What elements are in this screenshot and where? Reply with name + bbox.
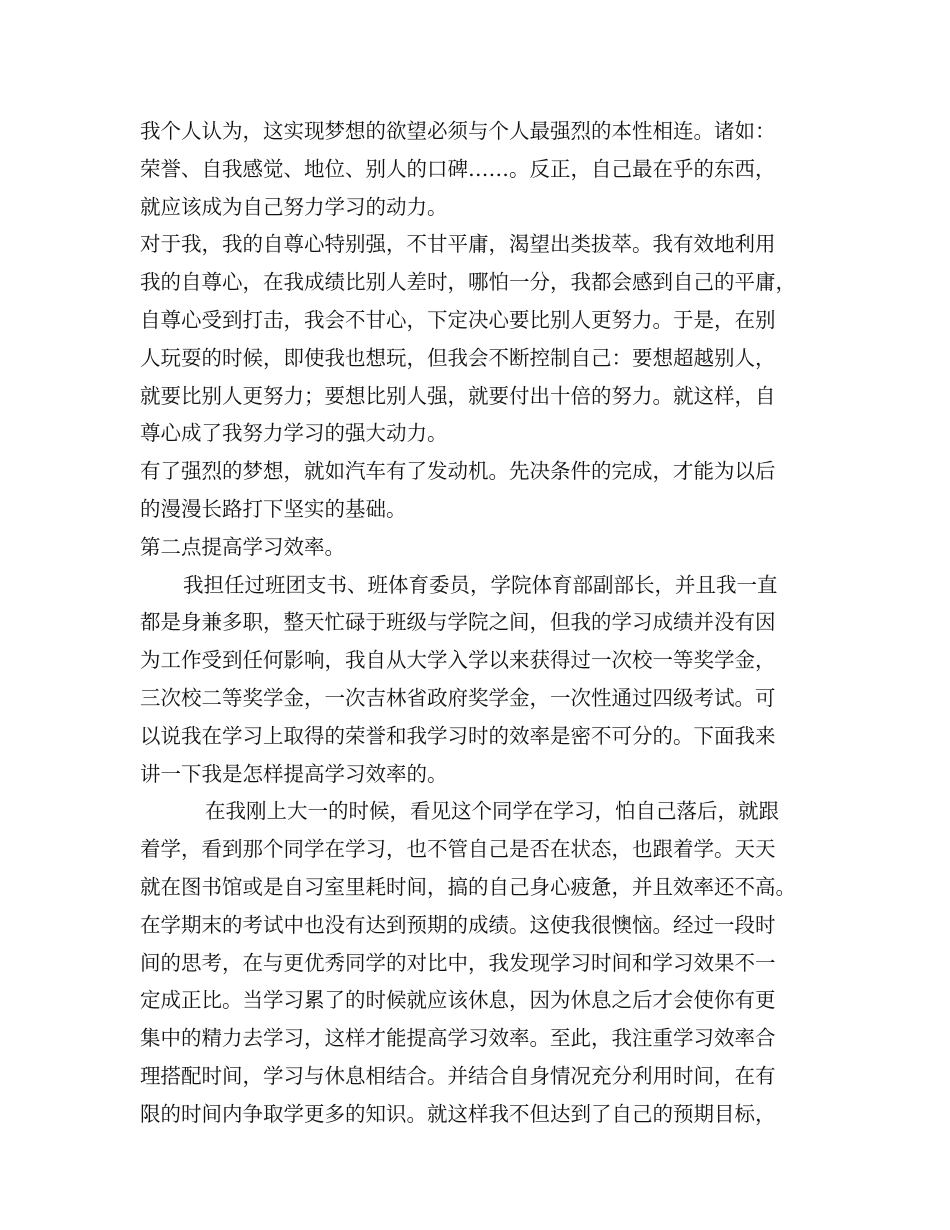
text-line: 着学，看到那个同学在学习，也不管自己是否在状态，也跟着学。天天 — [140, 837, 776, 862]
text-line: 的漫漫长路打下坚实的基础。 — [140, 496, 407, 521]
text-line: 就在图书馆或是自习室里耗时间，搞的自己身心疲惫，并且效率还不高。 — [140, 874, 796, 899]
text-line: 自尊心受到打击，我会不甘心，下定决心要比别人更努力。于是，在别 — [140, 307, 776, 332]
text-line: 我担任过班团支书、班体育委员，学院体育部副部长，并且我一直 — [183, 572, 778, 597]
text-line: 在我刚上大一的时候，看见这个同学在学习，怕自己落后，就跟 — [205, 799, 779, 824]
text-line: 限的时间内争取学更多的知识。就这样我不但达到了自己的预期目标， — [140, 1101, 776, 1126]
text-line: 就要比别人更努力；要想比别人强，就要付出十倍的努力。就这样，自 — [140, 383, 776, 408]
text-line: 以说我在学习上取得的荣誉和我学习时的效率是密不可分的。下面我来 — [140, 723, 776, 748]
text-line: 就应该成为自己努力学习的动力。 — [140, 194, 448, 219]
text-line: 荣誉、自我感觉、地位、别人的口碑……。反正，自己最在乎的东西， — [140, 156, 776, 181]
section-heading: 第二点提高学习效率。 — [140, 534, 345, 559]
text-line: 定成正比。当学习累了的时候就应该休息，因为休息之后才会使你有更 — [140, 988, 776, 1013]
text-line: 讲一下我是怎样提高学习效率的。 — [140, 761, 448, 786]
text-line: 人玩耍的时候，即使我也想玩，但我会不断控制自己：要想超越别人， — [140, 345, 776, 370]
text-line: 为工作受到任何影响，我自从大学入学以来获得过一次校一等奖学金， — [140, 648, 776, 673]
text-line: 我个人认为，这实现梦想的欲望必须与个人最强烈的本性相连。诸如： — [140, 119, 776, 143]
text-line: 对于我，我的自尊心特别强，不甘平庸，渴望出类拔萃。我有效地利用 — [140, 232, 776, 257]
text-line: 理搭配时间，学习与休息相结合。并结合自身情况充分利用时间，在有 — [140, 1063, 776, 1088]
text-line: 在学期末的考试中也没有达到预期的成绩。这使我很懊恼。经过一段时 — [140, 912, 776, 937]
text-line: 三次校二等奖学金，一次吉林省政府奖学金，一次性通过四级考试。可 — [140, 685, 776, 710]
text-line: 间的思考，在与更优秀同学的对比中，我发现学习时间和学习效果不一 — [140, 950, 776, 975]
text-line: 有了强烈的梦想，就如汽车有了发动机。先决条件的完成，才能为以后 — [140, 459, 776, 484]
text-line: 尊心成了我努力学习的强大动力。 — [140, 421, 448, 446]
document-body — [140, 113, 830, 1134]
text-line: 都是身兼多职，整天忙碌于班级与学院之间，但我的学习成绩并没有因 — [140, 610, 776, 635]
text-line: 集中的精力去学习，这样才能提高学习效率。至此，我注重学习效率合 — [140, 1026, 776, 1051]
text-line: 我的自尊心，在我成绩比别人差时，哪怕一分，我都会感到自己的平庸， — [140, 270, 796, 295]
